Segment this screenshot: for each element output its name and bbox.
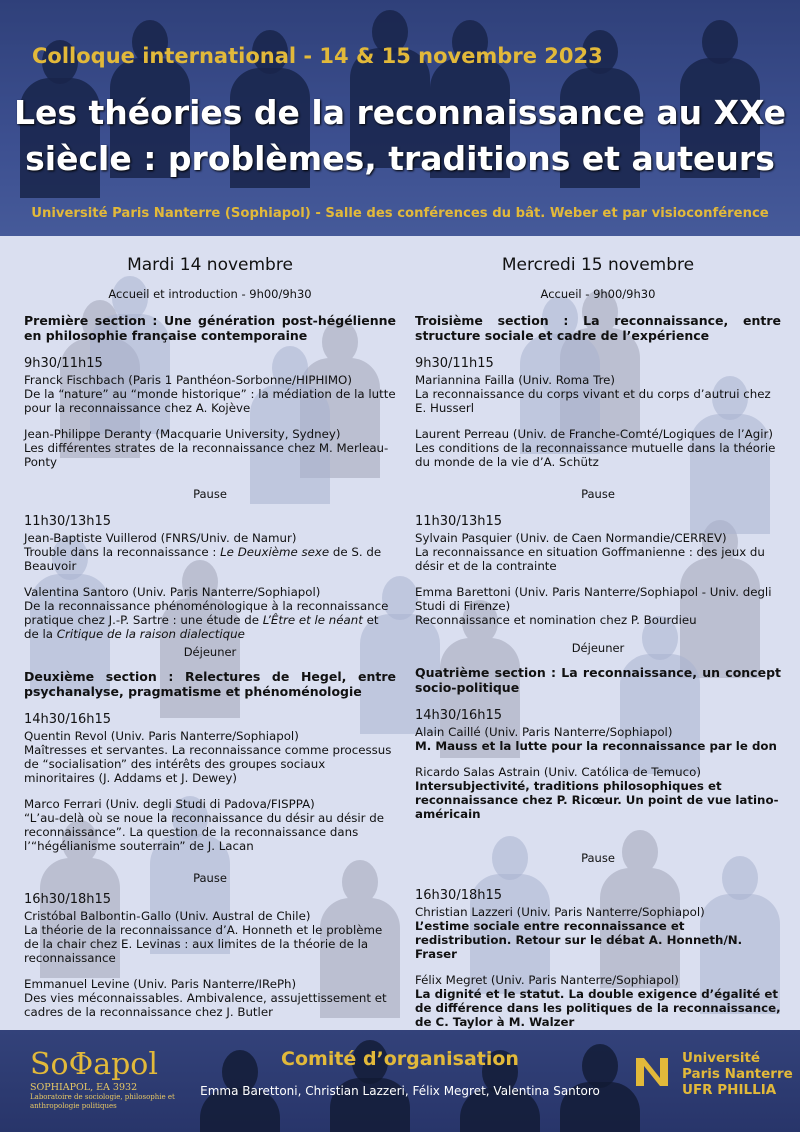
poster-footer — [0, 1030, 800, 1132]
speaker: Mariannina Failla (Univ. Roma Tre) — [415, 373, 616, 387]
talk-entry — [24, 977, 396, 1019]
talk-title: De la “nature” au “monde historique” : la médiation de la lutte pour la reconnaissance chez A. Kojève — [24, 387, 396, 415]
committee-title: Comité d’organisation — [281, 1048, 519, 1070]
dejeuner-label: Déjeuner — [571, 641, 625, 655]
talk-entry — [24, 729, 396, 785]
talk-entry — [415, 373, 781, 415]
talk-entry — [24, 585, 396, 641]
talk-entry — [24, 909, 396, 965]
talk-title: La reconnaissance du corps vivant et du corps d’autrui chez E. Husserl — [415, 387, 771, 415]
talk-title: Les différentes strates de la reconnaissance chez M. Merleau-Ponty — [24, 441, 389, 469]
university-name — [682, 1050, 793, 1098]
speaker: Ricardo Salas Astrain (Univ. Católica de Temuco) — [415, 765, 701, 779]
session-time: 9h30/11h15 — [415, 356, 494, 371]
pause-label: Pause — [193, 871, 227, 885]
sophiapol-code: SOPHIAPOL, EA 3932 — [30, 1082, 138, 1093]
talk-title: Intersubjectivité, traditions philosophiques et reconnaissance chez P. Ricœur. Un point de vue latino-américain — [415, 779, 779, 821]
session-time: 16h30/18h15 — [24, 892, 112, 907]
section-3-title: Troisième section : La reconnaissance, entre structure sociale et cadre de l’expérience — [415, 313, 781, 343]
pause-label: Pause — [193, 487, 227, 501]
talk-title: L’estime sociale entre reconnaissance et redistribution. Retour sur le débat A. Honneth/N. Fraser — [415, 919, 743, 961]
speaker: Jean-Baptiste Vuillerod (FNRS/Univ. de Namur) — [24, 531, 297, 545]
speaker: Valentina Santoro (Univ. Paris Nanterre/Sophiapol) — [24, 585, 321, 599]
title-line-1: Les théories de la reconnaissance au XXe — [13, 93, 787, 132]
day2-accueil: Accueil - 9h00/9h30 — [540, 287, 656, 301]
sophiapol-logo-text: SoΦapol — [30, 1047, 158, 1082]
talk-entry — [24, 797, 396, 853]
conference-dates: Colloque international - 14 & 15 novembre 2023 — [32, 44, 603, 68]
talk-entry — [415, 427, 781, 469]
talk-entry — [24, 531, 396, 573]
talk-title: Des vies méconnaissables. Ambivalence, assujettissement et cadres de la reconnaissance chez J. Butler — [24, 991, 387, 1019]
dejeuner-label: Déjeuner — [183, 645, 237, 659]
university-logo-icon — [634, 1056, 674, 1088]
talk-title: “L’au-delà où se noue la reconnaissance du désir au désir de reconnaissance”. La question de la reconnaissance dans l’“hégélianisme souterrain” de J. Lacan — [24, 811, 385, 853]
sophiapol-description: Laboratoire de sociologie, philosophie et anthropologie politiques — [30, 1093, 175, 1110]
session-time: 9h30/11h15 — [24, 356, 103, 371]
speaker: Christian Lazzeri (Univ. Paris Nanterre/Sophiapol) — [415, 905, 705, 919]
title-line-2: siècle : problèmes, traditions et auteurs — [25, 139, 775, 178]
speaker: Félix Megret (Univ. Paris Nanterre/Sophiapol) — [415, 973, 679, 987]
talk-entry — [415, 905, 781, 961]
talk-title: Maîtresses et servantes. La reconnaissance comme processus de “socialisation” des intérêts des groupes sociaux minoritaires (J. Addams et J. Dewey) — [24, 743, 392, 785]
book-title: L’Être et le néant — [262, 613, 363, 627]
session-time: 11h30/13h15 — [24, 514, 112, 529]
university-line-2: Paris Nanterre — [682, 1066, 793, 1082]
section-1-title: Première section : Une génération post-hégélienne en philosophie française contemporaine — [24, 313, 396, 343]
pause-label: Pause — [581, 851, 615, 865]
session-time: 16h30/18h15 — [415, 888, 503, 903]
talk-entry — [415, 585, 781, 627]
talk-text: Trouble dans la reconnaissance : — [24, 545, 221, 559]
section-2-title: Deuxième section : Relectures de Hegel, entre psychanalyse, pragmatisme et phénoménologie — [24, 669, 396, 699]
speaker: Quentin Revol (Univ. Paris Nanterre/Sophiapol) — [24, 729, 299, 743]
talk-text: de S. de Beauvoir — [24, 545, 382, 573]
talk-title: La théorie de la reconnaissance d’A. Honneth et le problème de la chair chez E. Levinas : aux limites de la théorie de la reconnaissance — [24, 923, 383, 965]
talk-entry — [415, 973, 781, 1029]
speaker: Sylvain Pasquier (Univ. de Caen Normandie/CERREV) — [415, 531, 727, 545]
session-time: 14h30/16h15 — [24, 712, 112, 727]
speaker: Laurent Perreau (Univ. de Franche-Comté/Logiques de l’Agir) — [415, 427, 773, 441]
poster-header — [0, 0, 800, 236]
talk-title — [24, 599, 396, 641]
speaker: Emmanuel Levine (Univ. Paris Nanterre/IRePh) — [24, 977, 297, 991]
day1-accueil: Accueil et introduction - 9h00/9h30 — [108, 287, 312, 301]
talk-title: Les conditions de la reconnaissance mutuelle dans la théorie du monde de la vie d’A. Schütz — [415, 441, 776, 469]
day1-title: Mardi 14 novembre — [127, 255, 293, 275]
talk-title — [24, 545, 396, 573]
session-time: 11h30/13h15 — [415, 514, 503, 529]
talk-title: Reconnaissance et nomination chez P. Bourdieu — [415, 613, 697, 627]
university-line-3: UFR PHILLIA — [682, 1082, 777, 1098]
speaker: Alain Caillé (Univ. Paris Nanterre/Sophiapol) — [415, 725, 673, 739]
university-line-1: Université — [682, 1050, 761, 1066]
talk-entry — [24, 373, 396, 415]
talk-entry — [415, 765, 781, 821]
speaker: Marco Ferrari (Univ. degli Studi di Padova/FISPPA) — [24, 797, 315, 811]
pause-label: Pause — [581, 487, 615, 501]
committee-members: Emma Barettoni, Christian Lazzeri, Félix Megret, Valentina Santoro — [200, 1084, 600, 1098]
talk-title: M. Mauss et la lutte pour la reconnaissance par le don — [415, 739, 777, 753]
poster-title — [0, 90, 800, 182]
day1-column — [24, 236, 396, 1019]
talk-title: La dignité et le statut. La double exigence d’égalité et de différence dans les politiques de la reconnaissance, de C. Taylor à M. Walzer — [415, 987, 781, 1029]
book-title: Critique de la raison dialectique — [56, 627, 245, 641]
speaker: Cristóbal Balbontin-Gallo (Univ. Austral de Chile) — [24, 909, 311, 923]
speaker: Emma Barettoni (Univ. Paris Nanterre/Sophiapol - Univ. degli Studi di Firenze) — [415, 585, 772, 613]
talk-entry — [415, 725, 781, 753]
book-title: Le Deuxième sexe — [220, 545, 330, 559]
talk-title: La reconnaissance en situation Goffmanienne : des jeux du désir et de la contrainte — [415, 545, 765, 573]
day2-title: Mercredi 15 novembre — [501, 255, 695, 275]
talk-text: et de la — [24, 613, 379, 641]
speaker: Franck Fischbach (Paris 1 Panthéon-Sorbonne/HIPHIMO) — [24, 373, 352, 387]
session-time: 14h30/16h15 — [415, 708, 503, 723]
talk-text: De la reconnaissance phénoménologique à la reconnaissance pratique chez J.-P. Sartre : une étude de — [24, 599, 389, 627]
talk-entry — [415, 531, 781, 573]
talk-entry — [24, 427, 396, 469]
day2-column — [415, 236, 781, 1029]
speaker: Jean-Philippe Deranty (Macquarie University, Sydney) — [24, 427, 341, 441]
section-4-title: Quatrième section : La reconnaissance, un concept socio-politique — [415, 665, 781, 695]
venue: Université Paris Nanterre (Sophiapol) - Salle des conférences du bât. Weber et par visioconférence — [31, 206, 769, 221]
